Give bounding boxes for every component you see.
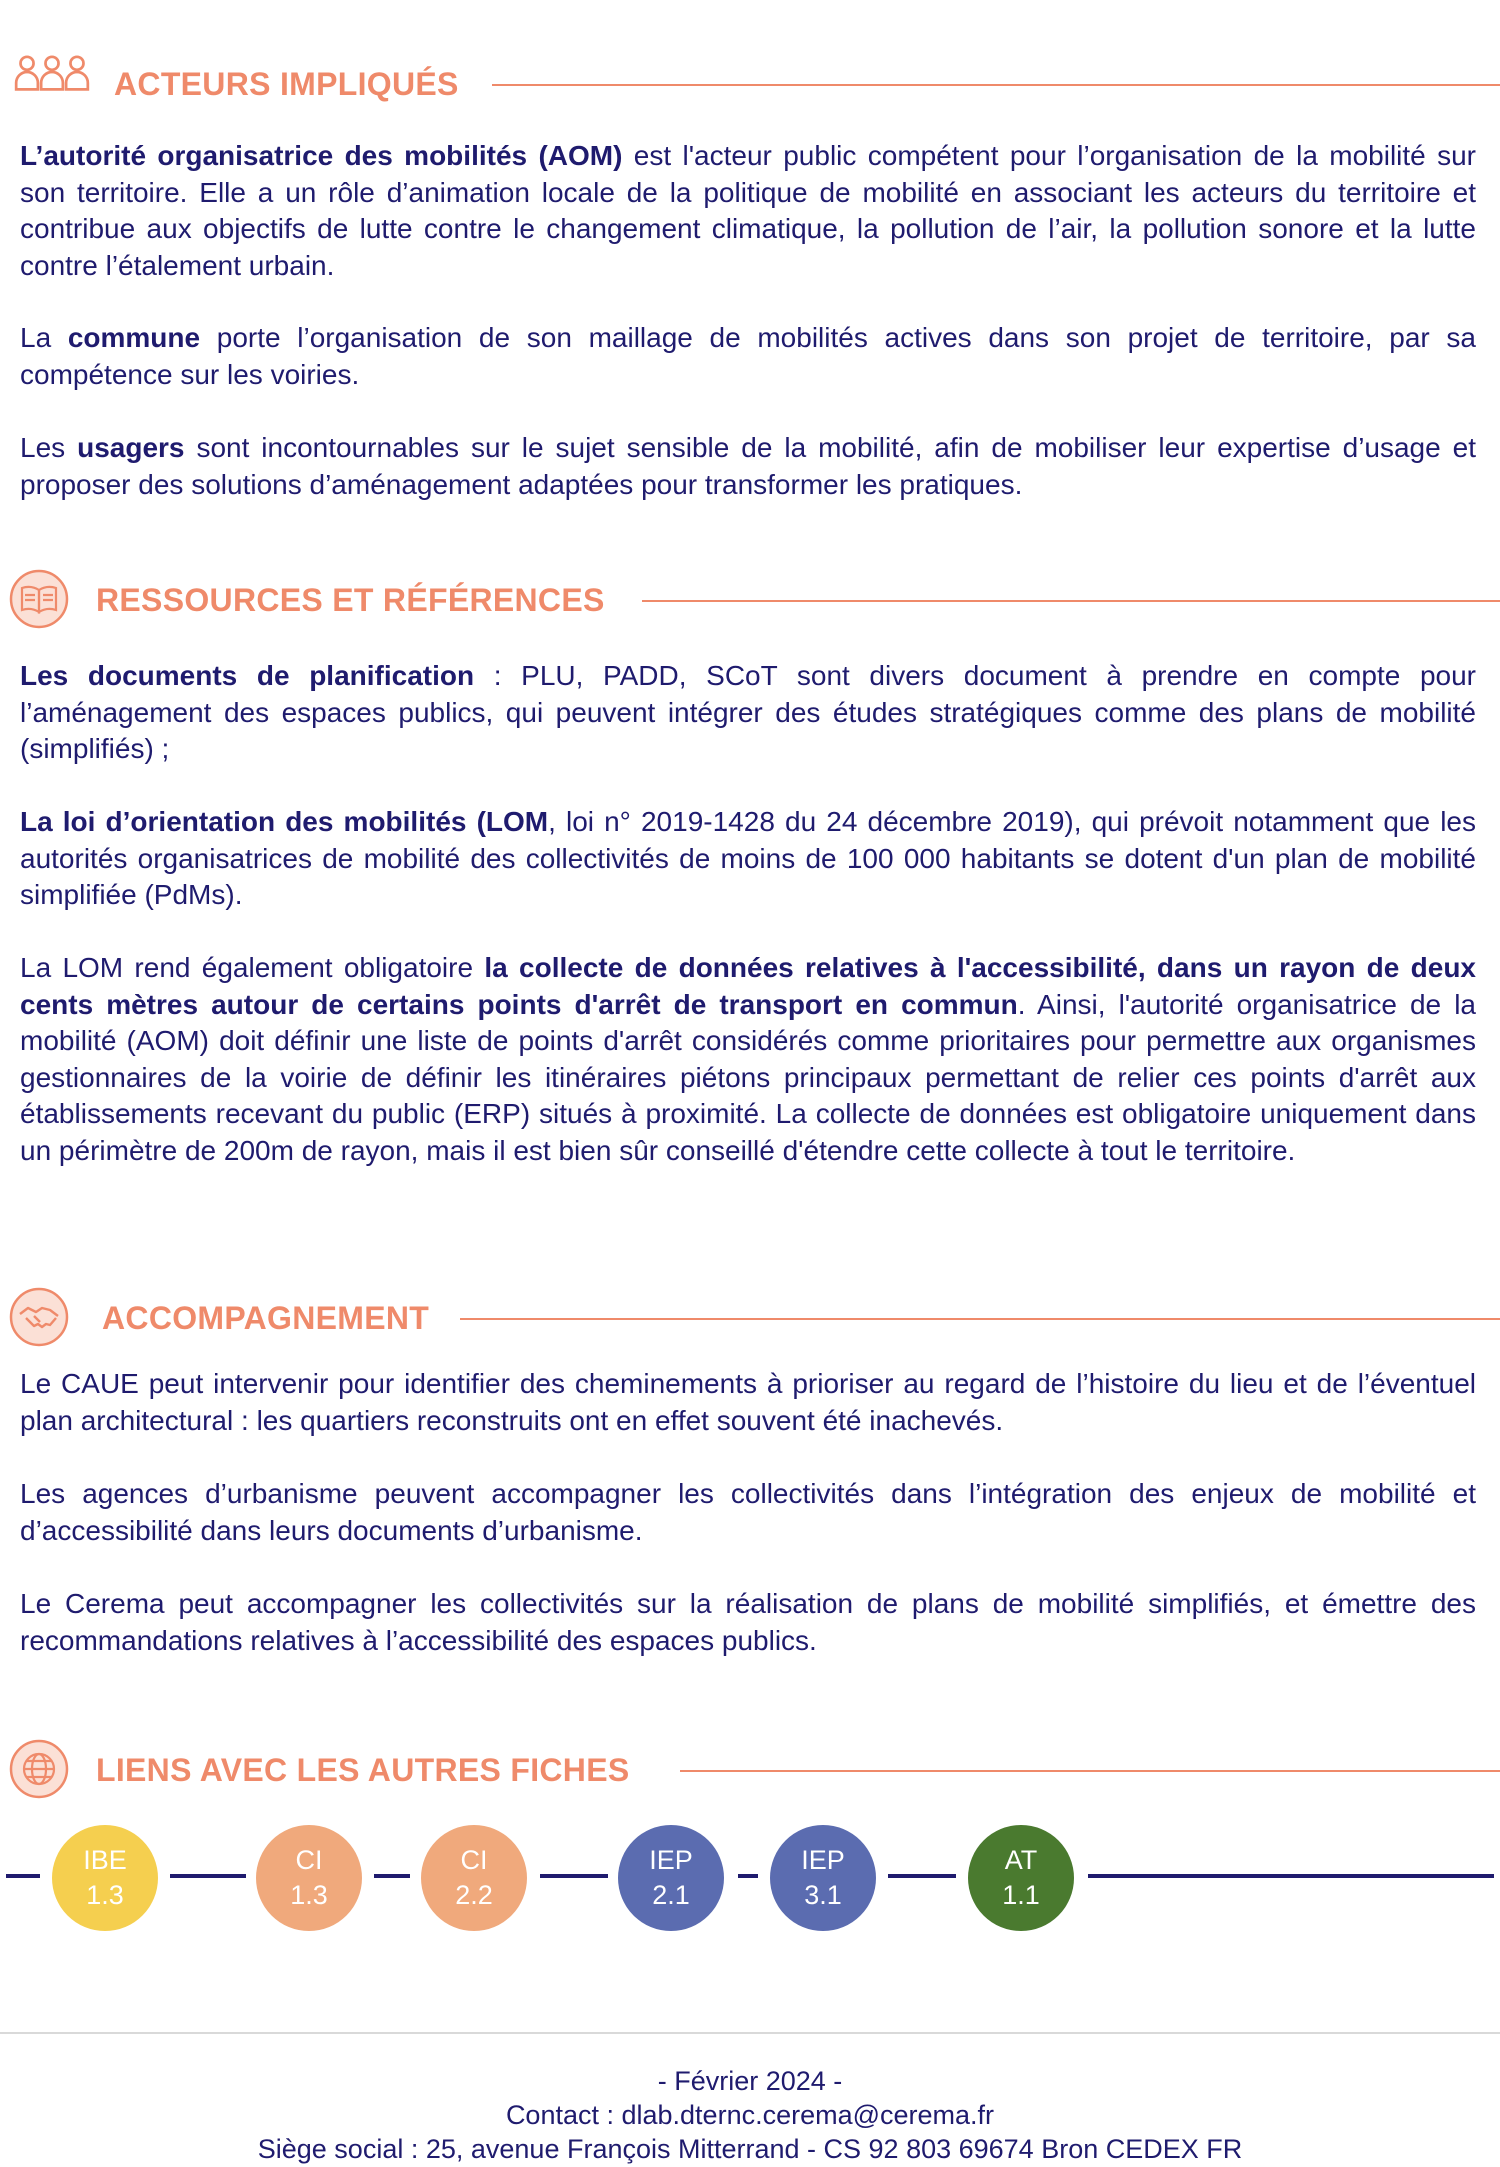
globe-icon: [8, 1738, 70, 1800]
paragraph-documents-planification: Les documents de planification : PLU, PADD, SCoT sont divers document à prendre en compte pour l’aménagement des espaces publics, qui peuvent intégrer des études stratégiques comme des plans de mobilité (simplifiés) ;: [20, 660, 1476, 764]
footer: [0, 2032, 1500, 2166]
lien-fiche-iep-3-1[interactable]: IEP 3.1: [770, 1825, 876, 1931]
connector-line: [888, 1874, 956, 1878]
connector-line: [374, 1874, 410, 1878]
paragraph-collecte-donnees: La LOM rend également obligatoire la collecte de données relatives à l'accessibilité, dans un rayon de deux cents mètres autour de certains points d'arrêt de transport en commun. Ainsi, l'autorité organisatrice de la mobilité (AOM) doit définir une liste de points d'arrêt considérés comme prioritaires pour permettre aux organismes gestionnaires de la voirie de définir les itinéraires piétons principaux permettant de relier ces points d'arrêt aux établissements recevant du public (ERP) situés à proximité. La collecte de données est obligatoire uniquement dans un périmètre de 200m de rayon, mais il est bien sûr conseillé d'étendre cette collecte à tout le territoire.: [20, 952, 1476, 1166]
people-icon: [14, 50, 90, 94]
paragraph-caue: Le CAUE peut intervenir pour identifier des cheminements à prioriser au regard de l’histoire du lieu et de l’éventuel plan architectural : les quartiers reconstruits ont en effet souvent été inachevés.: [20, 1368, 1476, 1436]
section-header-ressources: [0, 568, 1500, 628]
lien-fiche-iep-2-1[interactable]: IEP 2.1: [618, 1825, 724, 1931]
lien-fiche-at-1-1[interactable]: AT 1.1: [968, 1825, 1074, 1931]
connector-line: [1088, 1874, 1494, 1878]
paragraph-commune: La commune porte l’organisation de son maillage de mobilités actives dans son projet de territoire, par sa compétence sur les voiries.: [20, 322, 1476, 390]
footer-date: - Février 2024 -: [657, 2066, 843, 2096]
section-title: RESSOURCES ET RÉFÉRENCES: [96, 582, 605, 618]
section-rule: [642, 600, 1500, 602]
section-title: ACCOMPAGNEMENT: [102, 1300, 430, 1336]
book-icon: [8, 568, 70, 630]
footer-contact: Contact : dlab.dternc.cerema@cerema.fr: [505, 2100, 995, 2130]
section-title: LIENS AVEC LES AUTRES FICHES: [96, 1752, 630, 1788]
connector-line: [6, 1874, 40, 1878]
section-header-accompagnement: [0, 1286, 1500, 1346]
paragraph-agences-urbanisme: Les agences d’urbanisme peuvent accompagner les collectivités dans l’intégration des enjeux de mobilité et d’accessibilité dans leurs documents d’urbanisme.: [20, 1478, 1476, 1546]
connector-line: [540, 1874, 608, 1878]
lien-fiche-ibe-1-3[interactable]: IBE 1.3: [52, 1825, 158, 1931]
section-rule: [492, 84, 1500, 86]
liens-row: [0, 1820, 1500, 1940]
paragraph-usagers: Les usagers sont incontournables sur le sujet sensible de la mobilité, afin de mobiliser leur expertise d’usage et proposer des solutions d’aménagement adaptées pour transformer les pratiques.: [20, 432, 1476, 500]
connector-line: [170, 1874, 246, 1878]
paragraph-aom: L’autorité organisatrice des mobilités (AOM) est l'acteur public compétent pour l’organisation de la mobilité sur son territoire. Elle a un rôle d’animation locale de la politique de mobilité en associant les acteurs du territoire et contribue aux objectifs de lutte contre le changement climatique, la pollution de l’air, la pollution sonore et la lutte contre l’étalement urbain.: [20, 140, 1476, 281]
section-header-acteurs: [0, 54, 1500, 114]
connector-line: [738, 1874, 758, 1878]
lien-fiche-ci-2-2[interactable]: CI 2.2: [421, 1825, 527, 1931]
section-header-liens: [0, 1738, 1500, 1798]
footer-siege: Siège social : 25, avenue François Mitterrand - CS 92 803 69674 Bron CEDEX FR: [257, 2134, 1243, 2164]
section-rule: [460, 1318, 1500, 1320]
paragraph-cerema: Le Cerema peut accompagner les collectivités sur la réalisation de plans de mobilité simplifiés, et émettre des recommandations relatives à l’accessibilité des espaces publics.: [20, 1588, 1476, 1656]
section-rule: [680, 1770, 1500, 1772]
paragraph-lom: La loi d’orientation des mobilités (LOM, loi n° 2019-1428 du 24 décembre 2019), qui prévoit notamment que les autorités organisatrices de mobilité des collectivités de moins de 100 000 habitants se dotent d'un plan de mobilité simplifiée (PdMs).: [20, 806, 1477, 910]
section-title: ACTEURS IMPLIQUÉS: [114, 66, 459, 102]
lien-fiche-ci-1-3[interactable]: CI 1.3: [256, 1825, 362, 1931]
handshake-icon: [8, 1286, 70, 1348]
